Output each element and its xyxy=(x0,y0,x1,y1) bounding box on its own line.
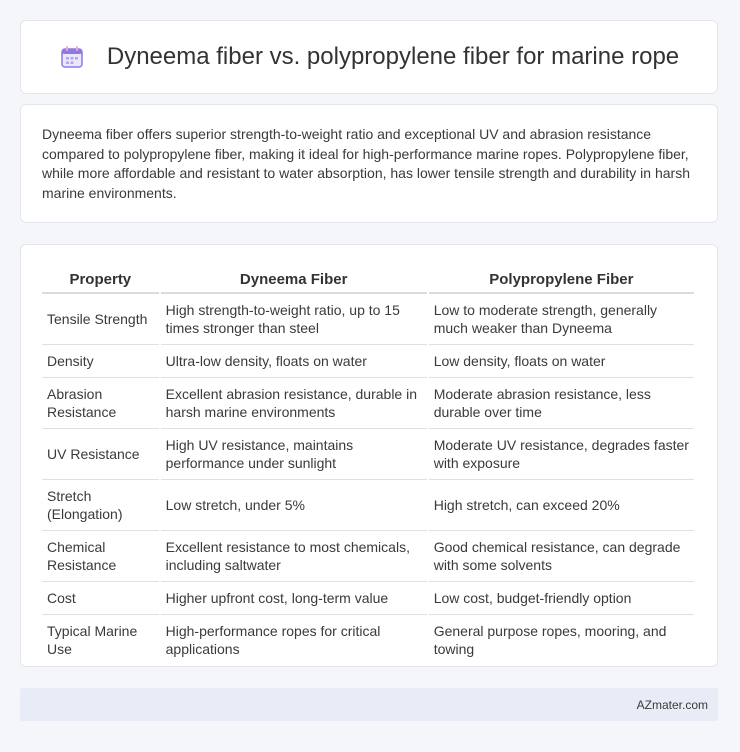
polypropylene-cell: Low density, floats on water xyxy=(429,345,694,378)
polypropylene-cell: Low cost, budget-friendly option xyxy=(429,582,694,615)
dyneema-cell: High UV resistance, maintains performance under sunlight xyxy=(161,429,427,480)
table-header-row xyxy=(42,265,694,294)
comparison-table xyxy=(40,265,696,665)
dyneema-cell: High strength-to-weight ratio, up to 15 times stronger than steel xyxy=(161,294,427,345)
table-row xyxy=(42,615,694,665)
page-title: Dyneema fiber vs. polypropylene fiber for marine rope xyxy=(106,43,680,70)
table-row xyxy=(42,582,694,615)
property-cell: UV Resistance xyxy=(42,429,159,480)
polypropylene-cell: Good chemical resistance, can degrade with some solvents xyxy=(429,531,694,582)
calendar-icon xyxy=(59,44,85,70)
polypropylene-cell: Moderate abrasion resistance, less durable over time xyxy=(429,378,694,429)
property-cell: Tensile Strength xyxy=(42,294,159,345)
table-row xyxy=(42,429,694,480)
table-row xyxy=(42,294,694,345)
dyneema-cell: Low stretch, under 5% xyxy=(161,480,427,531)
dyneema-cell: Excellent resistance to most chemicals, including saltwater xyxy=(161,531,427,582)
property-cell: Abrasion Resistance xyxy=(42,378,159,429)
title-card xyxy=(20,20,718,94)
dyneema-cell: Excellent abrasion resistance, durable in harsh marine environments xyxy=(161,378,427,429)
summary-text: Dyneema fiber offers superior strength-to-weight ratio and exceptional UV and abrasion resistance compared to polypropylene fiber, making it ideal for high-performance marine ropes. Polypropylene fiber, while more affordable and resistant to water absorption, has lower tensile strength and durability in harsh marine environments. xyxy=(42,126,690,201)
column-header-dyneema: Dyneema Fiber xyxy=(161,265,427,294)
property-cell: Density xyxy=(42,345,159,378)
property-cell: Chemical Resistance xyxy=(42,531,159,582)
column-header-property: Property xyxy=(42,265,159,294)
polypropylene-cell: High stretch, can exceed 20% xyxy=(429,480,694,531)
dyneema-cell: High-performance ropes for critical applications xyxy=(165,623,381,657)
table-row xyxy=(42,378,694,429)
property-cell: Typical Marine Use xyxy=(47,623,138,657)
footer-bar xyxy=(20,688,718,721)
table-row xyxy=(42,480,694,531)
table-row xyxy=(42,531,694,582)
summary-card xyxy=(20,104,718,223)
dyneema-cell: Ultra-low density, floats on water xyxy=(161,345,427,378)
polypropylene-cell: Moderate UV resistance, degrades faster with exposure xyxy=(429,429,694,480)
polypropylene-cell: General purpose ropes, mooring, and towing xyxy=(433,623,667,657)
column-header-polypropylene: Polypropylene Fiber xyxy=(429,265,694,294)
dyneema-cell: Higher upfront cost, long-term value xyxy=(161,582,427,615)
table-row xyxy=(42,345,694,378)
comparison-table-card xyxy=(20,244,718,667)
property-cell: Cost xyxy=(42,582,159,615)
polypropylene-cell: Low to moderate strength, generally much weaker than Dyneema xyxy=(429,294,694,345)
footer-brand: AZmater.com xyxy=(636,697,708,712)
property-cell: Stretch (Elongation) xyxy=(42,480,159,531)
